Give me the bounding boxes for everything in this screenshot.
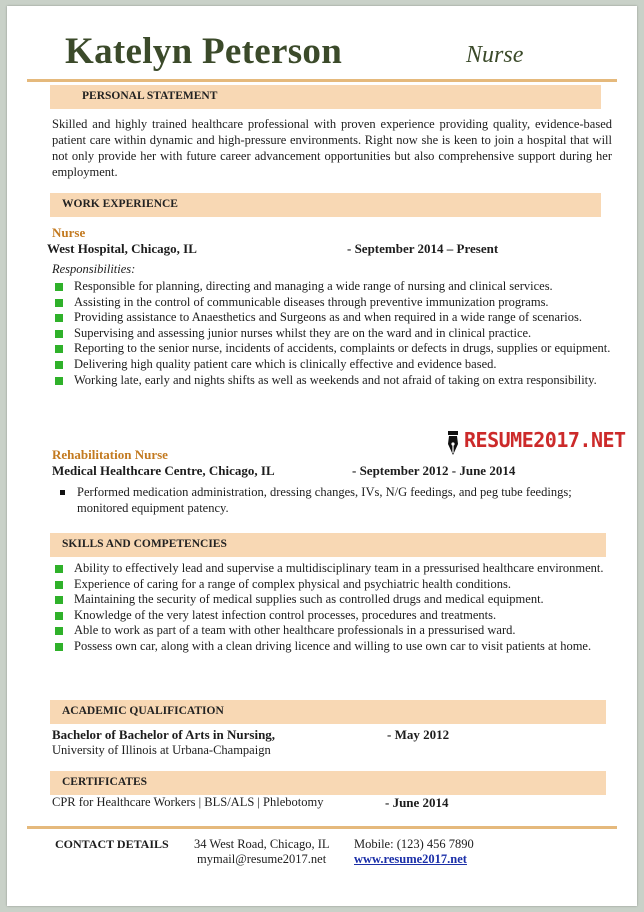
section-title: ACADEMIC QUALIFICATION: [62, 705, 224, 717]
list-item: Knowledge of the very latest infection control processes, procedures and treatments.: [55, 608, 612, 624]
website-link[interactable]: www.resume2017.net: [354, 852, 467, 866]
section-title: SKILLS AND COMPETENCIES: [62, 538, 227, 550]
bullet-icon: [55, 377, 63, 385]
contact-email: mymail@resume2017.net: [197, 852, 327, 866]
list-item: Maintaining the security of medical supplies such as controlled drugs and medical equipment.: [55, 592, 612, 608]
list-item: Possess own car, along with a clean driving licence and willing to use own car to visit patients at home.: [55, 639, 612, 655]
list-item: Supervising and assessing junior nurses whilst they are on the ward and in clinical practice.: [55, 326, 612, 342]
list-item: Providing assistance to Anaesthetics and Surgeons as and when required in a wide range of scenarios.: [55, 310, 612, 326]
bullet-icon: [55, 612, 63, 620]
skills-list: [55, 561, 612, 655]
degree-date: - May 2012: [387, 727, 450, 742]
responsibilities-list: [55, 279, 612, 388]
list-item: Performed medication administration, dressing changes, IVs, N/G feedings, and peg tube feedings; monitored equipment patency.: [57, 485, 587, 516]
list-item: Able to work as part of a team with other healthcare professionals in a pressurised ward.: [55, 623, 612, 639]
list-item: Responsible for planning, directing and managing a wide range of nursing and clinical services.: [55, 279, 612, 295]
job-employer: West Hospital, Chicago, IL: [47, 241, 197, 256]
bullet-icon: [55, 283, 63, 291]
bullet-icon: [60, 490, 65, 495]
bullet-icon: [55, 314, 63, 322]
list-item: Ability to effectively lead and supervise a multidisciplinary team in a pressurised healthcare environment.: [55, 561, 612, 577]
section-header-personal-statement: [50, 85, 601, 109]
bullet-icon: [55, 596, 63, 604]
section-header-certificates: [50, 771, 606, 795]
bullet-icon: [55, 581, 63, 589]
section-header-academic: [50, 700, 606, 724]
bullet-icon: [55, 361, 63, 369]
contact-mobile: Mobile: (123) 456 7890: [354, 837, 474, 851]
personal-statement-text: Skilled and highly trained healthcare professional with proven experience providing quality, evidence-based patient care within dynamic and high-pressure environments. Right now she is keen to join a hospital that will not only provide her with future career advancement opportunities but also comprehensive support during her employment.: [52, 117, 612, 179]
section-title: PERSONAL STATEMENT: [82, 90, 218, 102]
list-item: Delivering high quality patient care which is clinically effective and evidence based.: [55, 357, 612, 373]
resume-page: [7, 6, 637, 906]
duties-list: [57, 485, 587, 516]
job-employer: Medical Healthcare Centre, Chicago, IL: [52, 463, 275, 478]
section-header-work-experience: [50, 193, 601, 217]
logo-text: RESUME2017.NET: [464, 428, 626, 452]
header-divider: [27, 79, 617, 82]
footer-divider: [27, 826, 617, 829]
contact-label: CONTACT DETAILS: [55, 837, 169, 851]
bullet-icon: [55, 330, 63, 338]
degree: Bachelor of Bachelor of Arts in Nursing,: [52, 727, 276, 742]
school: University of Illinois at Urbana-Champaign: [52, 743, 271, 757]
resume2017-logo: [446, 428, 626, 456]
list-item: Reporting to the senior nurse, incidents of accidents, complaints or defects in drugs, supplies or equipment.: [55, 341, 612, 357]
candidate-role: Nurse: [466, 42, 524, 68]
job-title: Nurse: [52, 225, 86, 240]
job-dates: - September 2014 – Present: [347, 241, 499, 256]
bullet-icon: [55, 643, 63, 651]
section-title: WORK EXPERIENCE: [62, 198, 178, 210]
pen-nib-icon: [446, 430, 460, 456]
section-header-skills: [50, 533, 606, 557]
certificates-text: CPR for Healthcare Workers | BLS/ALS | Phlebotomy: [52, 795, 324, 809]
section-title: CERTIFICATES: [62, 776, 148, 788]
certificate-date: - June 2014: [385, 795, 449, 810]
bullet-icon: [55, 565, 63, 573]
job-title: Rehabilitation Nurse: [52, 447, 168, 462]
responsibilities-label: Responsibilities:: [52, 262, 136, 276]
list-item: Assisting in the control of communicable diseases through preventive immunization programs.: [55, 295, 612, 311]
list-item: Experience of caring for a range of complex physical and psychiatric health conditions.: [55, 577, 612, 593]
contact-address: 34 West Road, Chicago, IL: [194, 837, 330, 851]
job-dates: - September 2012 - June 2014: [352, 463, 516, 478]
bullet-icon: [55, 345, 63, 353]
list-item: Working late, early and nights shifts as well as weekends and not afraid of taking on extra responsibility.: [55, 373, 612, 389]
bullet-icon: [55, 299, 63, 307]
bullet-icon: [55, 627, 63, 635]
candidate-name: Katelyn Peterson: [65, 31, 343, 72]
